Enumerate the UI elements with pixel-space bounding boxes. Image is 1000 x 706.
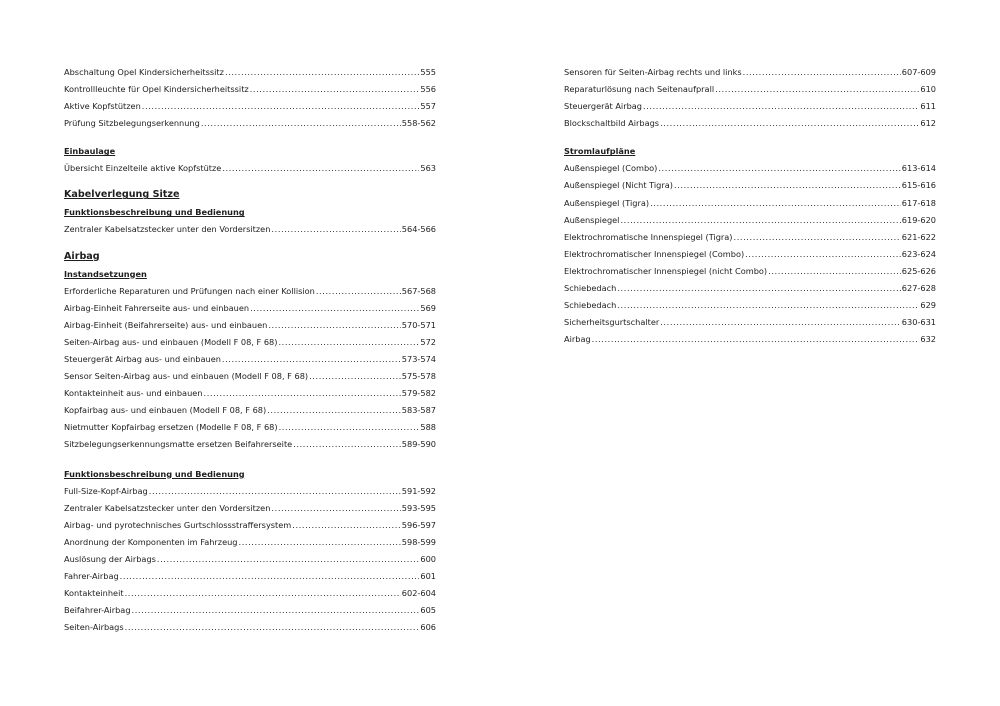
toc-entry-page: 596-597 — [401, 519, 436, 530]
toc-entry-title: Reparaturlösung nach Seitenaufprall — [564, 84, 715, 95]
toc-entry — [64, 534, 436, 551]
toc-entry-page: 625-626 — [901, 265, 936, 276]
toc-entry-title: Kopfairbag aus- und einbauen (Modell F 08, F 68) — [64, 405, 267, 416]
toc-entry-title: Auslösung der Airbags — [64, 553, 156, 564]
toc-entry — [64, 351, 436, 368]
toc-entry-title: Fahrer-Airbag — [64, 570, 119, 581]
toc-entry-title: Zentraler Kabelsatzstecker unter den Vordersitzen — [64, 224, 271, 235]
toc-entry-page: 610 — [920, 84, 936, 95]
toc-entry-page: 600 — [420, 553, 436, 564]
toc-entry-page: 569 — [420, 302, 436, 313]
toc-entry-title: Airbag-Einheit Fahrerseite aus- und einbauen — [64, 302, 250, 313]
toc-leader-dots — [650, 195, 901, 212]
toc-entry-page: 601 — [420, 570, 436, 581]
toc-group — [64, 64, 436, 132]
toc-leader-dots — [643, 98, 919, 115]
toc-entry — [64, 81, 436, 98]
toc-entry-title: Außenspiegel (Combo) — [564, 163, 658, 174]
toc-entry-page: 591-592 — [401, 485, 436, 496]
toc-entry — [64, 64, 436, 81]
toc-entry — [564, 115, 936, 132]
toc-leader-dots — [592, 331, 920, 348]
toc-entry — [564, 81, 936, 98]
subsection-heading-instandsetzungen: Instandsetzungen — [64, 268, 147, 279]
toc-entry-title: Blockschaltbild Airbags — [564, 118, 660, 129]
subsection-heading-funktionsbeschreibung: Funktionsbeschreibung und Bedienung — [64, 468, 245, 479]
toc-entry — [64, 483, 436, 500]
toc-entry-title: Sicherheitsgurtschalter — [564, 317, 660, 328]
toc-entry-title: Schiebedach — [564, 300, 617, 311]
toc-entry-page: 556 — [420, 84, 436, 95]
toc-entry-page: 573-574 — [401, 353, 436, 364]
toc-group — [564, 160, 936, 348]
toc-entry-title: Sensoren für Seiten-Airbag rechts und links — [564, 67, 742, 77]
toc-leader-dots — [620, 212, 900, 229]
toc-entry-page: 564-566 — [401, 224, 436, 235]
toc-entry — [64, 334, 436, 351]
toc-left-column — [64, 64, 436, 636]
toc-entry — [64, 300, 436, 317]
toc-entry — [564, 263, 936, 280]
toc-leader-dots — [768, 263, 901, 280]
toc-group — [564, 64, 936, 132]
toc-leader-dots — [660, 314, 901, 331]
toc-leader-dots — [250, 81, 420, 98]
toc-leader-dots — [715, 81, 919, 98]
toc-entry-title: Elektrochromatischer Innenspiegel (nicht Combo) — [564, 265, 768, 276]
toc-entry — [564, 160, 936, 177]
toc-right-column — [564, 64, 936, 348]
toc-entry-title: Elektrochromatischer Innenspiegel (Combo) — [564, 248, 745, 259]
toc-entry — [64, 568, 436, 585]
toc-leader-dots — [225, 64, 419, 81]
toc-entry-title: Sensor Seiten-Airbag aus- und einbauen (Modell F 08, F 68) — [64, 371, 309, 382]
toc-entry-title: Beifahrer-Airbag — [64, 605, 131, 616]
toc-entry — [64, 283, 436, 300]
toc-entry — [64, 436, 436, 453]
toc-entry — [64, 160, 436, 177]
toc-entry-title: Abschaltung Opel Kindersicherheitssitz — [64, 67, 224, 77]
toc-entry-title: Kontakteinheit aus- und einbauen — [64, 388, 203, 399]
toc-leader-dots — [658, 160, 900, 177]
toc-entry-page: 583-587 — [401, 405, 436, 416]
toc-entry-title: Elektrochromatische Innenspiegel (Tigra) — [564, 231, 733, 242]
toc-leader-dots — [617, 297, 919, 314]
toc-entry — [564, 297, 936, 314]
toc-leader-dots — [222, 160, 419, 177]
toc-entry-page: 627-628 — [901, 283, 936, 294]
toc-entry — [64, 602, 436, 619]
toc-entry-page: 575-578 — [401, 371, 436, 382]
toc-entry-title: Seiten-Airbag aus- und einbauen (Modell F 08, F 68) — [64, 336, 278, 347]
toc-entry-page: 629 — [920, 300, 936, 311]
toc-entry-title: Anordnung der Komponenten im Fahrzeug — [64, 536, 238, 547]
toc-entry-title: Übersicht Einzelteile aktive Kopfstütze — [64, 163, 222, 174]
toc-leader-dots — [316, 283, 401, 300]
toc-entry-page: 619-620 — [901, 214, 936, 225]
toc-leader-dots — [660, 115, 919, 132]
toc-entry — [564, 177, 936, 194]
toc-entry — [564, 212, 936, 229]
toc-leader-dots — [157, 551, 419, 568]
section-heading-einbaulage: Einbaulage — [64, 146, 116, 157]
toc-entry — [564, 331, 936, 348]
toc-entry-title: Steuergerät Airbag aus- und einbauen — [64, 353, 221, 364]
toc-entry — [564, 98, 936, 115]
toc-leader-dots — [278, 334, 419, 351]
toc-entry-title: Kontrollleuchte für Opel Kindersicherheitssitz — [64, 84, 249, 95]
toc-leader-dots — [743, 64, 901, 81]
toc-entry-page: 621-622 — [901, 231, 936, 242]
toc-leader-dots — [120, 568, 420, 585]
toc-entry — [64, 221, 436, 238]
toc-entry-title: Nietmutter Kopfairbag ersetzen (Modelle F 08, F 68) — [64, 422, 278, 433]
toc-entry-page: 588 — [420, 422, 436, 433]
toc-entry — [64, 500, 436, 517]
toc-leader-dots — [204, 385, 401, 402]
toc-entry-page: 589-590 — [401, 439, 436, 450]
toc-entry — [64, 419, 436, 436]
toc-entry-title: Airbag — [564, 334, 591, 345]
toc-entry-title: Außenspiegel — [564, 214, 620, 225]
toc-entry-title: Zentraler Kabelsatzstecker unter den Vordersitzen — [64, 502, 271, 513]
toc-entry-page: 563 — [420, 163, 436, 174]
toc-entry-page: 572 — [420, 336, 436, 347]
toc-leader-dots — [734, 229, 901, 246]
toc-entry — [564, 195, 936, 212]
toc-entry-page: 613-614 — [901, 163, 936, 174]
toc-leader-dots — [271, 500, 400, 517]
toc-entry — [564, 64, 936, 81]
toc-entry-page: 611 — [920, 101, 936, 112]
toc-entry — [64, 115, 436, 132]
toc-entry-page: 570-571 — [401, 319, 436, 330]
toc-leader-dots — [201, 115, 401, 132]
toc-entry-title: Full-Size-Kopf-Airbag — [64, 485, 148, 496]
toc-entry-page: 598-599 — [401, 536, 436, 547]
toc-entry — [64, 551, 436, 568]
toc-group — [64, 160, 436, 177]
toc-entry — [64, 368, 436, 385]
section-heading-kabelverlegung: Kabelverlegung Sitze — [64, 189, 180, 201]
subsection-heading-funktionsbeschreibung: Funktionsbeschreibung und Bedienung — [64, 207, 245, 218]
toc-entry-page: 617-618 — [901, 197, 936, 208]
toc-leader-dots — [674, 177, 901, 194]
toc-leader-dots — [309, 368, 401, 385]
toc-entry — [64, 385, 436, 402]
toc-entry-page: 615-616 — [901, 180, 936, 191]
toc-entry-page: 555 — [420, 67, 436, 77]
toc-entry-page: 557 — [420, 101, 436, 112]
toc-entry-title: Außenspiegel (Nicht Tigra) — [564, 180, 673, 191]
toc-leader-dots — [745, 246, 901, 263]
toc-leader-dots — [279, 419, 420, 436]
toc-group — [64, 283, 436, 454]
toc-entry-page: 607-609 — [901, 67, 936, 77]
toc-entry-page: 558-562 — [401, 118, 436, 129]
section-heading-airbag: Airbag — [64, 250, 100, 262]
toc-entry-title: Airbag- und pyrotechnisches Gurtschlossstraffersystem — [64, 519, 292, 530]
toc-entry — [64, 619, 436, 636]
toc-entry — [564, 229, 936, 246]
toc-leader-dots — [125, 585, 401, 602]
toc-entry — [564, 314, 936, 331]
toc-entry — [64, 317, 436, 334]
toc-leader-dots — [293, 436, 401, 453]
toc-entry-page: 567-568 — [401, 285, 436, 296]
toc-entry — [564, 280, 936, 297]
toc-entry — [64, 585, 436, 602]
toc-entry-title: Seiten-Airbags — [64, 622, 124, 633]
toc-leader-dots — [125, 619, 420, 636]
toc-entry-title: Aktive Kopfstützen — [64, 101, 141, 112]
toc-entry-title: Schiebedach — [564, 283, 617, 294]
toc-leader-dots — [271, 221, 400, 238]
toc-leader-dots — [149, 483, 401, 500]
toc-leader-dots — [250, 300, 419, 317]
toc-entry-title: Kontakteinheit — [64, 588, 124, 599]
toc-entry — [64, 98, 436, 115]
toc-leader-dots — [268, 317, 400, 334]
toc-entry-title: Steuergerät Airbag — [564, 101, 642, 112]
section-heading-stromlaufplaene: Stromlaufpläne — [564, 146, 636, 157]
toc-entry-page: 605 — [420, 605, 436, 616]
toc-group — [64, 483, 436, 637]
toc-entry-title: Airbag-Einheit (Beifahrerseite) aus- und einbauen — [64, 319, 268, 330]
toc-leader-dots — [292, 517, 401, 534]
toc-leader-dots — [132, 602, 420, 619]
toc-leader-dots — [142, 98, 420, 115]
toc-leader-dots — [617, 280, 900, 297]
toc-entry-page: 579-582 — [401, 388, 436, 399]
toc-entry-page: 623-624 — [901, 248, 936, 259]
toc-entry — [564, 246, 936, 263]
toc-entry-page: 612 — [920, 118, 936, 129]
toc-entry-page: 602-604 — [401, 588, 436, 599]
toc-entry-page: 630-631 — [901, 317, 936, 328]
toc-entry-page: 632 — [920, 334, 936, 345]
toc-leader-dots — [267, 402, 401, 419]
toc-group — [64, 221, 436, 238]
toc-leader-dots — [222, 351, 401, 368]
toc-entry-title: Sitzbelegungserkennungsmatte ersetzen Beifahrerseite — [64, 439, 293, 450]
toc-leader-dots — [239, 534, 401, 551]
toc-entry — [64, 402, 436, 419]
toc-entry-title: Erforderliche Reparaturen und Prüfungen nach einer Kollision — [64, 285, 315, 296]
toc-entry-page: 606 — [420, 622, 436, 633]
toc-entry-page: 593-595 — [401, 502, 436, 513]
toc-entry-title: Außenspiegel (Tigra) — [564, 197, 650, 208]
toc-entry — [64, 517, 436, 534]
toc-entry-title: Prüfung Sitzbelegungserkennung — [64, 118, 200, 129]
